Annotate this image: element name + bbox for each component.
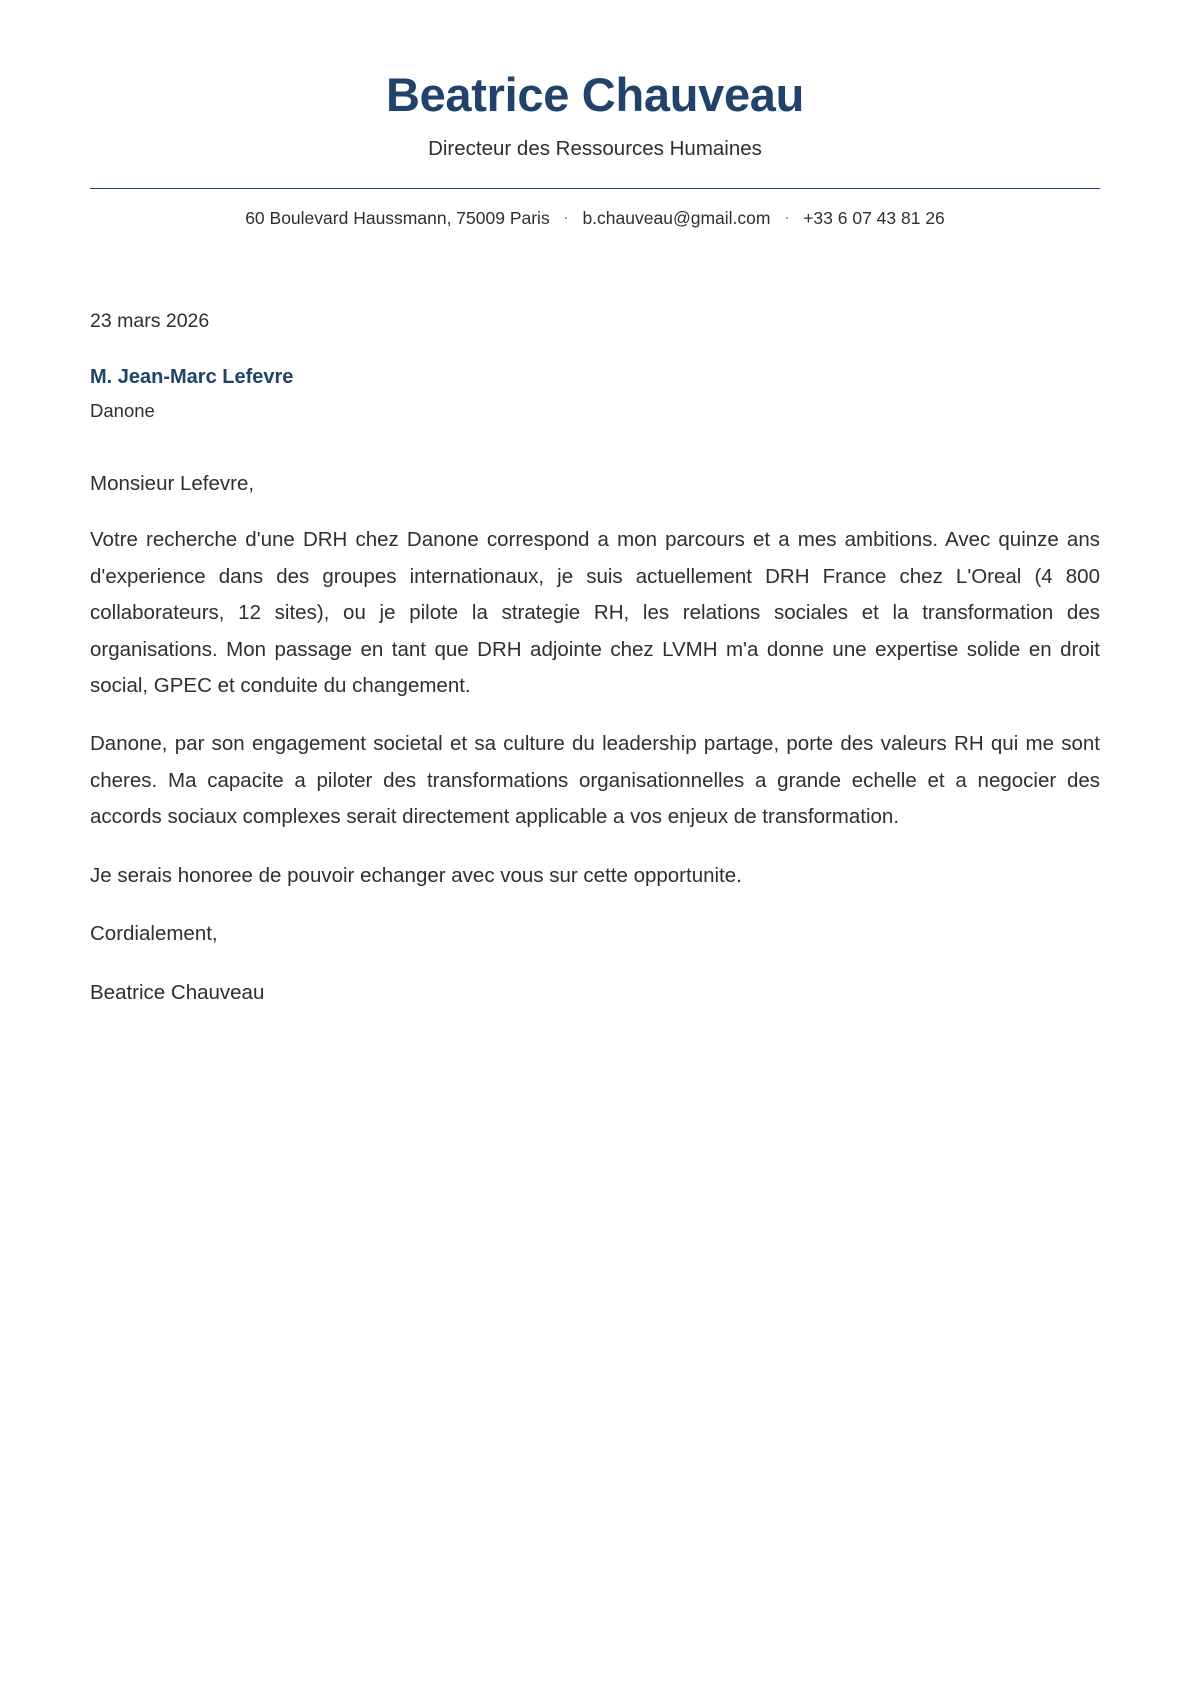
salutation: Monsieur Lefevre, bbox=[90, 472, 255, 496]
closing-salutation: Cordialement, bbox=[90, 922, 218, 946]
letter-body bbox=[90, 308, 1100, 1010]
letter-date: 23 mars 2026 bbox=[90, 310, 210, 333]
contact-address: 60 Boulevard Haussmann, 75009 Paris bbox=[245, 207, 550, 228]
contact-separator-icon: · bbox=[784, 208, 790, 226]
recipient-block bbox=[90, 363, 1100, 425]
signature-name: Beatrice Chauveau bbox=[90, 981, 265, 1005]
contact-separator-icon: · bbox=[563, 208, 569, 226]
recipient-name: M. Jean-Marc Lefevre bbox=[90, 366, 294, 389]
body-paragraph: Danone, par son engagement societal et sa culture du leadership partage, porte des valeurs RH qui me sont cheres. Ma capacite a piloter des transformations organisationnelles a grande echelle et a negocier des accords sociaux complexes serait directement applicable a vos enjeux de transformation. bbox=[90, 732, 1100, 829]
contact-email[interactable]: b.chauveau@gmail.com bbox=[582, 207, 771, 228]
recipient-company: Danone bbox=[90, 400, 155, 422]
header-divider bbox=[90, 188, 1100, 189]
body-paragraph: Votre recherche d'une DRH chez Danone correspond a mon parcours et a mes ambitions. Avec quinze ans d'experience dans des groupes internationaux, je suis actuellement DRH France chez L'Oreal (4 800 collaborateurs, 12 sites), ou je pilote la strategie RH, les relations sociales et la transformation des organisations. Mon passage en tant que DRH adjointe chez LVMH m'a donne une expertise solide en droit social, GPEC et conduite du changement. bbox=[90, 528, 1100, 697]
body-paragraph: Je serais honoree de pouvoir echanger avec vous sur cette opportunite. bbox=[90, 863, 742, 887]
contact-line bbox=[90, 206, 1100, 231]
letter-header bbox=[90, 0, 1100, 230]
candidate-job-title: Directeur des Ressources Humaines bbox=[428, 137, 762, 161]
page-title: Beatrice Chauveau bbox=[385, 68, 805, 121]
contact-phone[interactable]: +33 6 07 43 81 26 bbox=[803, 207, 945, 228]
